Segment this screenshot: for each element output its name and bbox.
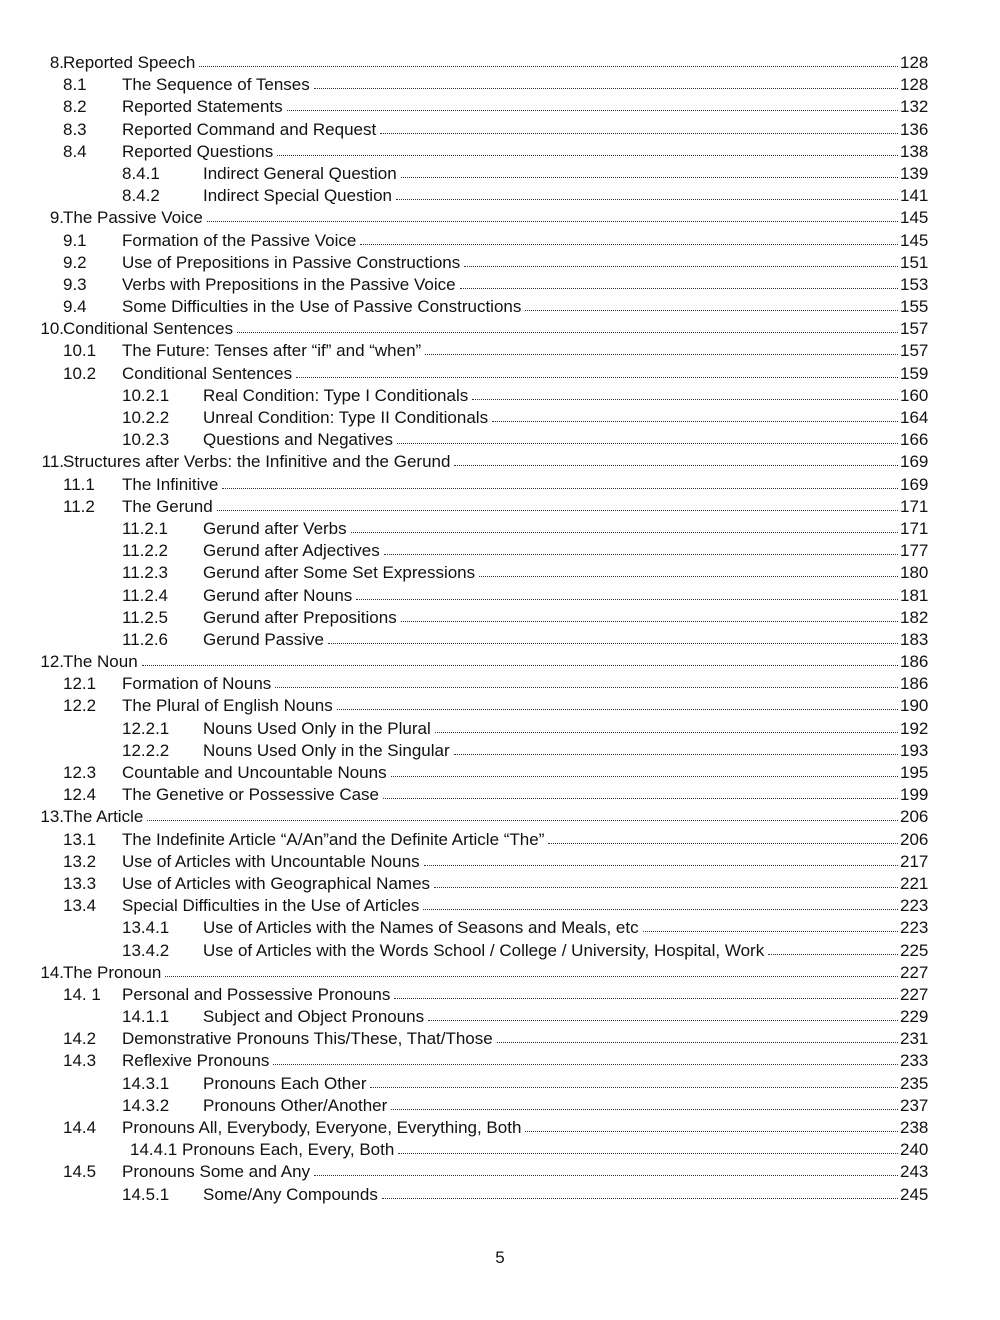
toc-entry-title: Use of Prepositions in Passive Constructions [122,252,461,272]
toc-entry-number: 13.1 [63,829,97,849]
toc-entry-number: 9.4 [63,297,87,317]
dot-leader [217,497,898,511]
toc-entry-title: Demonstrative Pronouns This/These, That/Those [122,1029,493,1049]
dot-leader [391,1096,898,1110]
dot-leader [380,120,898,134]
toc-entry-title: The Gerund [122,496,213,516]
toc-entry-number: 10.2.3 [122,430,170,450]
toc-entry-title: The Genetive or Possessive Case [122,785,380,805]
dot-leader [391,763,898,777]
toc-entry-page: 223 [900,896,929,916]
dot-leader [425,341,898,355]
toc-entry [0,474,1000,496]
toc-entry-title: Structures after Verbs: the Infinitive and the Gerund [63,452,451,472]
toc-entry [0,74,1000,96]
toc-entry-number: 14.3.1 [122,1073,170,1093]
toc-entry-page: 240 [900,1140,929,1160]
toc-entry [0,585,1000,607]
toc-entry-number: 8. [49,53,64,72]
toc-entry-title: Subject and Object Pronouns [203,1007,425,1027]
toc-entry-number: 8.4.2 [122,186,160,206]
toc-entry-title: Real Condition: Type I Conditionals [203,385,469,405]
toc-entry [0,318,1000,340]
toc-entry-page: 235 [900,1073,929,1093]
dot-leader [275,674,898,688]
toc-entry-number: 12.2.2 [122,740,170,760]
toc-entry-number: 12.4 [63,785,97,805]
toc-entry-title: Pronouns Other/Another [203,1095,388,1115]
toc-entry-title: Nouns Used Only in the Plural [203,718,431,738]
dot-leader [643,918,898,932]
dot-leader [401,608,898,622]
toc-entry-title: Gerund after Nouns [203,585,353,605]
toc-entry [0,784,1000,806]
toc-entry-page: 221 [900,873,929,893]
toc-entry-title: Gerund after Some Set Expressions [203,563,476,583]
toc-entry-title: The Plural of English Nouns [122,696,333,716]
toc-entry-page: 225 [900,940,929,960]
toc-entry-title: Gerund after Verbs [203,518,347,538]
toc-entry-title: Conditional Sentences [63,319,234,339]
toc-entry [0,873,1000,895]
dot-leader [428,1007,898,1021]
dot-leader [768,941,898,955]
dot-leader [199,53,898,67]
toc-entry-number: 8.4.1 [122,163,160,183]
toc-entry [0,407,1000,429]
toc-entry-number: 10. [40,319,64,339]
dot-leader [296,364,898,378]
toc-entry [0,1184,1000,1206]
toc-entry [0,917,1000,939]
dot-leader [401,164,898,178]
toc-entry [0,607,1000,629]
table-of-contents [0,52,1000,1206]
toc-entry-title: The Indefinite Article “A/An”and the Definite Article “The” [122,829,545,849]
toc-entry-number: 13. [40,807,64,827]
toc-entry-title: Gerund after Adjectives [203,541,380,561]
toc-entry-page: 181 [900,585,929,605]
toc-entry-page: 237 [900,1095,929,1115]
toc-entry-title: The Passive Voice [63,208,203,228]
toc-entry-title: The Sequence of Tenses [122,75,310,95]
toc-entry [0,1050,1000,1072]
toc-entry-title: The Article [63,807,144,827]
toc-entry-page: 128 [900,75,929,95]
toc-entry-title: Use of Articles with the Words School / College / University, Hospital, Work [203,940,765,960]
toc-entry-title: The Pronoun [63,962,162,982]
toc-entry-number: 11.2.4 [122,585,169,605]
toc-entry [0,52,1000,74]
toc-entry-number: 14.3 [63,1051,97,1071]
toc-entry [0,673,1000,695]
dot-leader [277,142,898,156]
toc-entry-title: 14.4.1 Pronouns Each, Every, Both [130,1140,395,1160]
toc-entry [0,429,1000,451]
toc-entry [0,629,1000,651]
toc-entry-page: 180 [900,563,929,583]
toc-entry [0,695,1000,717]
toc-entry-number: 14.4 [63,1118,97,1137]
toc-entry-page: 145 [900,230,929,250]
toc-entry-title: Reported Speech [63,53,196,72]
toc-entry-title: Some Difficulties in the Use of Passive Constructions [122,297,522,317]
toc-entry-number: 11.2 [63,496,95,516]
dot-leader [398,1140,898,1154]
toc-entry [0,496,1000,518]
dot-leader [356,586,898,600]
toc-entry-number: 9.2 [63,252,87,272]
toc-entry [0,1117,1000,1139]
toc-entry [0,1095,1000,1117]
toc-entry-page: 192 [900,718,929,738]
toc-entry [0,96,1000,118]
toc-entry-title: Reported Statements [122,97,283,117]
toc-entry-page: 243 [900,1162,929,1182]
toc-entry-page: 160 [900,385,929,405]
toc-entry-page: 139 [900,163,929,183]
toc-entry-title: Formation of Nouns [122,674,272,694]
toc-entry [0,962,1000,984]
dot-leader [383,785,898,799]
toc-entry-number: 10.1 [63,341,97,361]
toc-entry-page: 141 [900,186,929,206]
dot-leader [370,1074,898,1088]
toc-entry-page: 155 [900,297,929,317]
toc-entry-page: 206 [900,829,929,849]
dot-leader [492,408,898,422]
toc-entry-number: 9.1 [63,230,87,250]
toc-entry-number: 14.2 [63,1029,97,1049]
toc-entry-page: 169 [900,474,929,494]
toc-entry-title: Countable and Uncountable Nouns [122,763,387,782]
toc-entry [0,562,1000,584]
toc-entry-number: 13.4 [63,896,97,916]
toc-entry-title: Pronouns Each Other [203,1073,367,1093]
toc-entry-number: 8.4 [63,141,87,161]
dot-leader [165,963,898,977]
page-number: 5 [495,1248,505,1267]
toc-entry-page: 233 [900,1051,929,1071]
toc-entry-title: Reflexive Pronouns [122,1051,270,1071]
dot-leader [434,874,898,888]
toc-entry-title: Reported Command and Request [122,119,377,139]
dot-leader [273,1051,898,1065]
toc-entry-page: 245 [900,1184,929,1204]
toc-entry-number: 12.2 [63,696,97,716]
toc-entry-title: Personal and Possessive Pronouns [122,984,391,1004]
toc-entry-number: 11.2.5 [122,607,169,627]
toc-entry [0,651,1000,673]
toc-entry-page: 145 [900,208,929,228]
toc-entry-number: 13.4.1 [122,918,170,938]
toc-entry-title: Pronouns All, Everybody, Everyone, Everything, Both [122,1118,522,1137]
toc-entry-title: Use of Articles with Geographical Names [122,873,431,893]
toc-entry-title: Questions and Negatives [203,430,393,450]
toc-entry-page: 238 [900,1118,929,1137]
toc-entry-page: 231 [900,1029,929,1049]
toc-entry [0,340,1000,362]
dot-leader [454,452,898,466]
toc-entry-number: 9. [49,208,64,228]
toc-entry-page: 138 [900,141,929,161]
toc-entry [0,540,1000,562]
toc-entry-number: 14.3.2 [122,1095,170,1115]
dot-leader [396,186,898,200]
dot-leader [314,75,898,89]
dot-leader [460,275,898,289]
toc-entry-number: 10.2.1 [122,385,170,405]
toc-entry-page: 195 [900,763,929,782]
toc-entry-number: 12. [40,652,64,672]
toc-entry-number: 8.1 [63,75,87,95]
toc-entry-page: 153 [900,274,929,294]
toc-entry-page: 227 [900,984,929,1004]
toc-entry-title: Gerund Passive [203,629,324,649]
dot-leader [497,1029,898,1043]
dot-leader [525,297,898,311]
toc-entry-page: 227 [900,962,929,982]
dot-leader [287,97,898,111]
toc-entry-number: 12.3 [63,763,97,782]
toc-entry-number: 12.1 [63,674,97,694]
toc-entry [0,252,1000,274]
toc-entry-page: 217 [900,851,929,871]
toc-entry-page: 186 [900,674,929,694]
toc-entry [0,518,1000,540]
toc-entry [0,1006,1000,1028]
toc-entry-title: Indirect Special Question [203,186,392,206]
dot-leader [472,386,898,400]
dot-leader [479,563,898,577]
toc-entry-title: Some/Any Compounds [203,1184,378,1204]
toc-entry-number: 10.2.2 [122,408,170,427]
dot-leader [314,1162,898,1176]
dot-leader [397,430,898,444]
toc-entry-title: Use of Articles with Uncountable Nouns [122,851,420,871]
toc-entry-page: 159 [900,363,929,383]
toc-entry-number: 11.1 [63,474,95,494]
toc-entry-page: 166 [900,430,929,450]
dot-leader [384,541,898,555]
toc-entry [0,119,1000,141]
toc-entry-number: 14.5.1 [122,1184,170,1204]
toc-entry-number: 14. 1 [63,984,101,1004]
toc-entry-page: 229 [900,1007,929,1027]
toc-entry [0,185,1000,207]
toc-entry [0,363,1000,385]
toc-entry [0,1028,1000,1050]
dot-leader [142,652,898,666]
toc-entry-page: 164 [900,408,929,427]
toc-entry-page: 132 [900,97,929,117]
dot-leader [222,475,898,489]
dot-leader [351,519,898,533]
dot-leader [548,830,898,844]
toc-entry-page: 183 [900,629,929,649]
toc-entry-title: Verbs with Prepositions in the Passive Voice [122,274,456,294]
toc-entry-number: 10.2 [63,363,97,383]
toc-entry-page: 169 [900,452,929,472]
toc-entry [0,274,1000,296]
toc-entry [0,718,1000,740]
toc-entry-number: 8.2 [63,97,87,117]
toc-entry [0,207,1000,229]
toc-entry [0,1073,1000,1095]
toc-entry [0,851,1000,873]
dot-leader [328,630,898,644]
toc-entry-page: 223 [900,918,929,938]
dot-leader [337,696,898,710]
toc-entry-number: 11.2.6 [122,629,169,649]
dot-leader [382,1185,898,1199]
toc-entry-number: 14.1.1 [122,1007,170,1027]
toc-entry-number: 11.2.2 [122,541,169,561]
dot-leader [435,719,898,733]
toc-entry [0,895,1000,917]
toc-entry [0,141,1000,163]
toc-entry-number: 13.3 [63,873,97,893]
toc-entry-number: 9.3 [63,274,87,294]
toc-entry [0,806,1000,828]
dot-leader [147,807,898,821]
toc-entry-number: 14.5 [63,1162,97,1182]
dot-leader [207,208,898,222]
toc-entry-page: 190 [900,696,929,716]
toc-entry-number: 11.2.3 [122,563,169,583]
toc-entry [0,740,1000,762]
toc-entry-page: 136 [900,119,929,139]
toc-entry [0,762,1000,784]
toc-entry [0,451,1000,473]
toc-entry-title: Indirect General Question [203,163,397,183]
toc-entry-page: 206 [900,807,929,827]
toc-entry-page: 177 [900,541,929,561]
toc-entry-page: 182 [900,607,929,627]
toc-entry-page: 186 [900,652,929,672]
toc-entry-page: 157 [900,319,929,339]
toc-entry-page: 157 [900,341,929,361]
toc-entry [0,296,1000,318]
toc-entry-page: 199 [900,785,929,805]
dot-leader [525,1118,898,1132]
toc-entry [0,1139,1000,1161]
toc-entry-title: Formation of the Passive Voice [122,230,357,250]
toc-entry-page: 193 [900,740,929,760]
toc-entry-title: Reported Questions [122,141,274,161]
toc-entry [0,829,1000,851]
toc-entry-number: 11.2.1 [122,518,169,538]
toc-entry-title: Unreal Condition: Type II Conditionals [203,408,489,427]
toc-entry [0,163,1000,185]
toc-entry [0,940,1000,962]
toc-entry-number: 12.2.1 [122,718,170,738]
dot-leader [394,985,898,999]
dot-leader [424,852,898,866]
toc-entry-number: 8.3 [63,119,87,139]
toc-entry [0,230,1000,252]
dot-leader [360,231,898,245]
dot-leader [454,741,898,755]
toc-entry-title: Special Difficulties in the Use of Articles [122,896,420,916]
toc-entry [0,984,1000,1006]
toc-entry [0,385,1000,407]
toc-entry-title: Nouns Used Only in the Singular [203,740,450,760]
toc-entry-title: The Infinitive [122,474,219,494]
toc-entry-number: 14. [40,962,64,982]
toc-entry-title: Gerund after Prepositions [203,607,397,627]
toc-entry-page: 128 [900,53,929,72]
toc-entry-title: The Future: Tenses after “if” and “when” [122,341,422,361]
toc-entry-title: Pronouns Some and Any [122,1162,311,1182]
toc-entry-page: 171 [900,496,929,516]
dot-leader [237,319,898,333]
toc-entry-title: Conditional Sentences [122,363,293,383]
toc-entry-page: 151 [900,252,929,272]
dot-leader [464,253,898,267]
dot-leader [423,896,898,910]
toc-entry-title: The Noun [63,652,138,672]
toc-entry-number: 13.4.2 [122,940,170,960]
toc-entry-title: Use of Articles with the Names of Seasons and Meals, etc [203,918,639,938]
toc-entry-number: 11. [41,452,64,472]
toc-entry-number: 13.2 [63,851,97,871]
toc-entry [0,1161,1000,1183]
toc-entry-page: 171 [900,518,929,538]
